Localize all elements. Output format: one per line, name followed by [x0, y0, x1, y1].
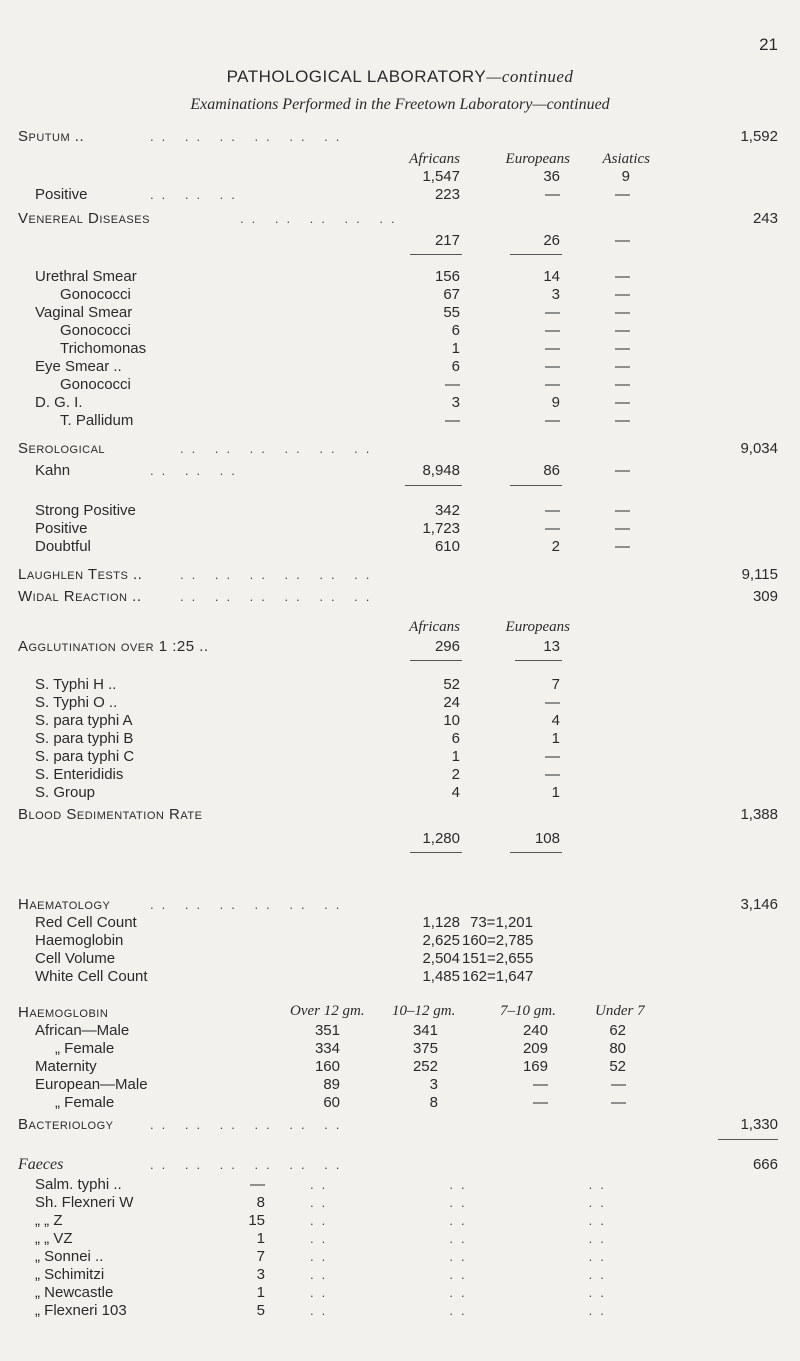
section-laughlen-label: Laughlen Tests ..	[18, 566, 143, 583]
bsr-europeans: 108	[534, 830, 560, 847]
row-label: S. Typhi O ..	[35, 694, 118, 711]
section-haematology-label: Haematology	[18, 896, 111, 913]
venereal-sum-africans: 217	[434, 232, 460, 249]
row-label: Urethral Smear	[35, 268, 137, 285]
cell: —	[545, 340, 560, 357]
row-label: S. para typhi A	[35, 712, 133, 729]
row-label: „ „ VZ	[35, 1230, 73, 1247]
section-serological-label: Serological	[18, 440, 106, 457]
cell: 80	[609, 1040, 626, 1057]
cell: 14	[543, 268, 560, 285]
cell: 1,723	[422, 520, 460, 537]
cell: 209	[522, 1040, 548, 1057]
row-label: Sh. Flexneri W	[35, 1194, 134, 1211]
cell: 7	[256, 1248, 265, 1265]
section-bacteriology-label: Bacteriology	[18, 1116, 114, 1133]
row-label: White Cell Count	[35, 968, 148, 985]
cell: —	[545, 694, 560, 711]
section-venereal-label: Venereal Diseases	[18, 210, 150, 227]
cell: —	[545, 766, 560, 783]
cell: 6	[451, 730, 460, 747]
cell: —	[611, 1076, 626, 1093]
cell: 1	[551, 730, 560, 747]
venereal-sum-europeans: 26	[543, 232, 560, 249]
cell: 55	[443, 304, 460, 321]
cell: 24	[443, 694, 460, 711]
cell: 4	[451, 784, 460, 801]
row-label: S. para typhi B	[35, 730, 134, 747]
cell: —	[445, 412, 460, 429]
cell: 1,485	[422, 968, 460, 985]
row-label: S. para typhi C	[35, 748, 135, 765]
leader-dots: .. .. .. .. .. ..	[180, 567, 378, 582]
cell: 3	[451, 394, 460, 411]
page-subtitle: Examinations Performed in the Freetown Laboratory—continued	[190, 96, 610, 113]
cell: 3	[256, 1266, 265, 1283]
cell: 2	[451, 766, 460, 783]
row-label: „ Schimitzi	[35, 1266, 105, 1283]
cell: —	[545, 502, 560, 519]
row-label: Eye Smear ..	[35, 358, 122, 375]
sputum-positive-europeans: —	[545, 186, 560, 203]
widal-total: 309	[752, 588, 778, 605]
cell: 6	[451, 322, 460, 339]
underline	[510, 485, 562, 486]
cell: 351	[314, 1022, 340, 1039]
bsr-total: 1,388	[740, 806, 778, 823]
col-header-europeans: Europeans	[505, 151, 570, 167]
cell: 15	[248, 1212, 265, 1229]
sputum-positive-label: Positive	[35, 186, 88, 203]
leader-dots: .. .. .. .. ..	[240, 211, 403, 226]
cell: 1	[256, 1284, 265, 1301]
cell: —	[533, 1076, 548, 1093]
cell: 7	[551, 676, 560, 693]
faeces-total: 666	[752, 1156, 778, 1173]
col-header-10-12: 10–12 gm.	[392, 1003, 456, 1019]
underline	[405, 485, 462, 486]
venereal-total: 243	[752, 210, 778, 227]
cell: 67	[443, 286, 460, 303]
cell: 10	[443, 712, 460, 729]
cell: —	[445, 376, 460, 393]
cell: —	[615, 394, 630, 411]
cell: 60	[323, 1094, 340, 1111]
cell: 3	[429, 1076, 438, 1093]
col-header-asiatics: Asiatics	[602, 151, 650, 167]
leader-dots: .. .. .. .. .. ..	[150, 897, 348, 912]
row-label: Gonococci	[60, 322, 131, 339]
cell: 2,504	[422, 950, 460, 967]
col-header-over-12: Over 12 gm.	[290, 1003, 365, 1019]
cell: 240	[522, 1022, 548, 1039]
leader-dots: .. .. .. .. .. ..	[150, 129, 348, 144]
cell: 9	[551, 394, 560, 411]
agglutination-europeans: 13	[543, 638, 560, 655]
row-label: „ Female	[55, 1040, 115, 1057]
row-label: African—Male	[35, 1022, 130, 1039]
page-number: 21	[759, 35, 778, 54]
cell: —	[615, 520, 630, 537]
sputum-count-europeans: 36	[543, 168, 560, 185]
kahn-europeans: 86	[543, 462, 560, 479]
row-label: Vaginal Smear	[35, 304, 133, 321]
cell: 3	[551, 286, 560, 303]
cell: —	[545, 412, 560, 429]
leader-dots: .. .. .. .. .. ..	[150, 1157, 348, 1172]
row-label: S. Group	[35, 784, 96, 801]
cell: —	[615, 322, 630, 339]
cell: 162=1,647	[462, 968, 534, 985]
section-sputum-label: Sputum ..	[18, 128, 85, 145]
row-label: D. G. I.	[35, 394, 83, 411]
row-label: Doubtful	[35, 538, 91, 555]
bacteriology-total: 1,330	[740, 1116, 778, 1133]
title-main: PATHOLOGICAL LABORATORY	[226, 67, 487, 86]
kahn-label: Kahn	[35, 462, 71, 479]
cell: 73=1,201	[470, 914, 533, 931]
underline	[510, 852, 562, 853]
row-label: Gonococci	[60, 376, 131, 393]
row-label: „ Flexneri 103	[35, 1302, 127, 1319]
cell: 1	[451, 748, 460, 765]
kahn-asiatics: —	[615, 462, 630, 479]
bsr-africans: 1,280	[422, 830, 460, 847]
faeces-label: Faeces	[18, 1156, 64, 1173]
col-header-africans: Africans	[409, 151, 460, 167]
sputum-positive-africans: 223	[434, 186, 460, 203]
cell: —	[545, 376, 560, 393]
cell: 5	[256, 1302, 265, 1319]
sputum-total: 1,592	[740, 128, 778, 145]
row-label: S. Enterididis	[35, 766, 124, 783]
cell: 8	[256, 1194, 265, 1211]
cell: —	[615, 340, 630, 357]
cell: 62	[609, 1022, 626, 1039]
sputum-count-asiatics: 9	[621, 168, 630, 185]
cell: 8	[429, 1094, 438, 1111]
cell: 156	[434, 268, 460, 285]
row-label: T. Pallidum	[60, 412, 134, 429]
cell: 151=2,655	[462, 950, 534, 967]
row-label: Gonococci	[60, 286, 131, 303]
cell: —	[615, 268, 630, 285]
leader-dots: .. .. .. .. .. ..	[150, 1117, 348, 1132]
cell: —	[615, 358, 630, 375]
leader-dots: .. .. .. .. .. ..	[180, 589, 378, 604]
cell: —	[545, 322, 560, 339]
cell: 4	[551, 712, 560, 729]
section-haemoglobin-label: Haemoglobin	[18, 1004, 109, 1021]
cell: —	[250, 1176, 265, 1193]
cell: —	[545, 748, 560, 765]
venereal-sum-asiatics: —	[615, 232, 630, 249]
underline	[410, 254, 462, 255]
underline	[510, 254, 562, 255]
underline	[410, 852, 462, 853]
cell: 342	[434, 502, 460, 519]
row-label: Trichomonas	[60, 340, 147, 357]
haematology-total: 3,146	[740, 896, 778, 913]
cell: —	[615, 502, 630, 519]
row-label: Haemoglobin	[35, 932, 124, 949]
cell: 1,128	[422, 914, 460, 931]
section-bsr-label: Blood Sedimentation Rate	[18, 806, 203, 823]
row-label: Strong Positive	[35, 502, 136, 519]
col-header-7-10: 7–10 gm.	[500, 1003, 556, 1019]
col-header-europeans: Europeans	[505, 619, 570, 635]
row-label: „ Sonnei ..	[35, 1248, 104, 1265]
row-label: Positive	[35, 520, 88, 537]
cell: 2,625	[422, 932, 460, 949]
cell: —	[545, 520, 560, 537]
cell: 1	[451, 340, 460, 357]
row-label: S. Typhi H ..	[35, 676, 117, 693]
cell: —	[615, 286, 630, 303]
cell: 2	[551, 538, 560, 555]
serological-total: 9,034	[740, 440, 778, 457]
col-header-under-7: Under 7	[595, 1003, 645, 1019]
agglutination-africans: 296	[434, 638, 460, 655]
cell: —	[615, 412, 630, 429]
cell: 52	[609, 1058, 626, 1075]
col-header-africans: Africans	[409, 619, 460, 635]
row-label: Cell Volume	[35, 950, 116, 967]
cell: 610	[434, 538, 460, 555]
cell: 375	[412, 1040, 438, 1057]
laughlen-total: 9,115	[741, 566, 778, 583]
cell: 52	[443, 676, 460, 693]
row-label: Red Cell Count	[35, 914, 137, 931]
cell: 169	[522, 1058, 548, 1075]
leader-dots: .. .. ..	[150, 463, 243, 478]
leader-dots-column: .. .. .. .. .. .. .. .. .. .. .. .. .. .. .. .. .. .. .. .. .. .. .. ..	[310, 1177, 612, 1318]
row-label: „ Newcastle	[35, 1284, 114, 1301]
underline	[410, 660, 462, 661]
row-label: „ „ Z	[35, 1212, 63, 1229]
cell: 160	[314, 1058, 340, 1075]
sputum-positive-asiatics: —	[615, 186, 630, 203]
cell: 341	[412, 1022, 438, 1039]
cell: —	[611, 1094, 626, 1111]
cell: 6	[451, 358, 460, 375]
cell: —	[615, 538, 630, 555]
title-suffix: —continued	[486, 67, 574, 86]
agglutination-label: Agglutination over 1 :25 ..	[18, 638, 209, 655]
page-title	[0, 68, 800, 86]
kahn-africans: 8,948	[422, 462, 460, 479]
cell: 160=2,785	[462, 932, 534, 949]
row-label: European—Male	[35, 1076, 148, 1093]
underline	[515, 660, 562, 661]
cell: —	[615, 304, 630, 321]
cell: —	[545, 358, 560, 375]
cell: —	[545, 304, 560, 321]
cell: 1	[551, 784, 560, 801]
leader-dots: .. .. ..	[150, 187, 243, 202]
row-label: Salm. typhi ..	[35, 1176, 122, 1193]
cell: 89	[323, 1076, 340, 1093]
underline	[718, 1139, 778, 1140]
section-widal-label: Widal Reaction ..	[18, 588, 142, 605]
sputum-count-africans: 1,547	[422, 168, 460, 185]
cell: 252	[412, 1058, 438, 1075]
row-label: Maternity	[35, 1058, 97, 1075]
row-label: „ Female	[55, 1094, 115, 1111]
cell: —	[615, 376, 630, 393]
cell: 334	[314, 1040, 340, 1057]
cell: 1	[256, 1230, 265, 1247]
cell: —	[533, 1094, 548, 1111]
leader-dots: .. .. .. .. .. ..	[180, 441, 378, 456]
